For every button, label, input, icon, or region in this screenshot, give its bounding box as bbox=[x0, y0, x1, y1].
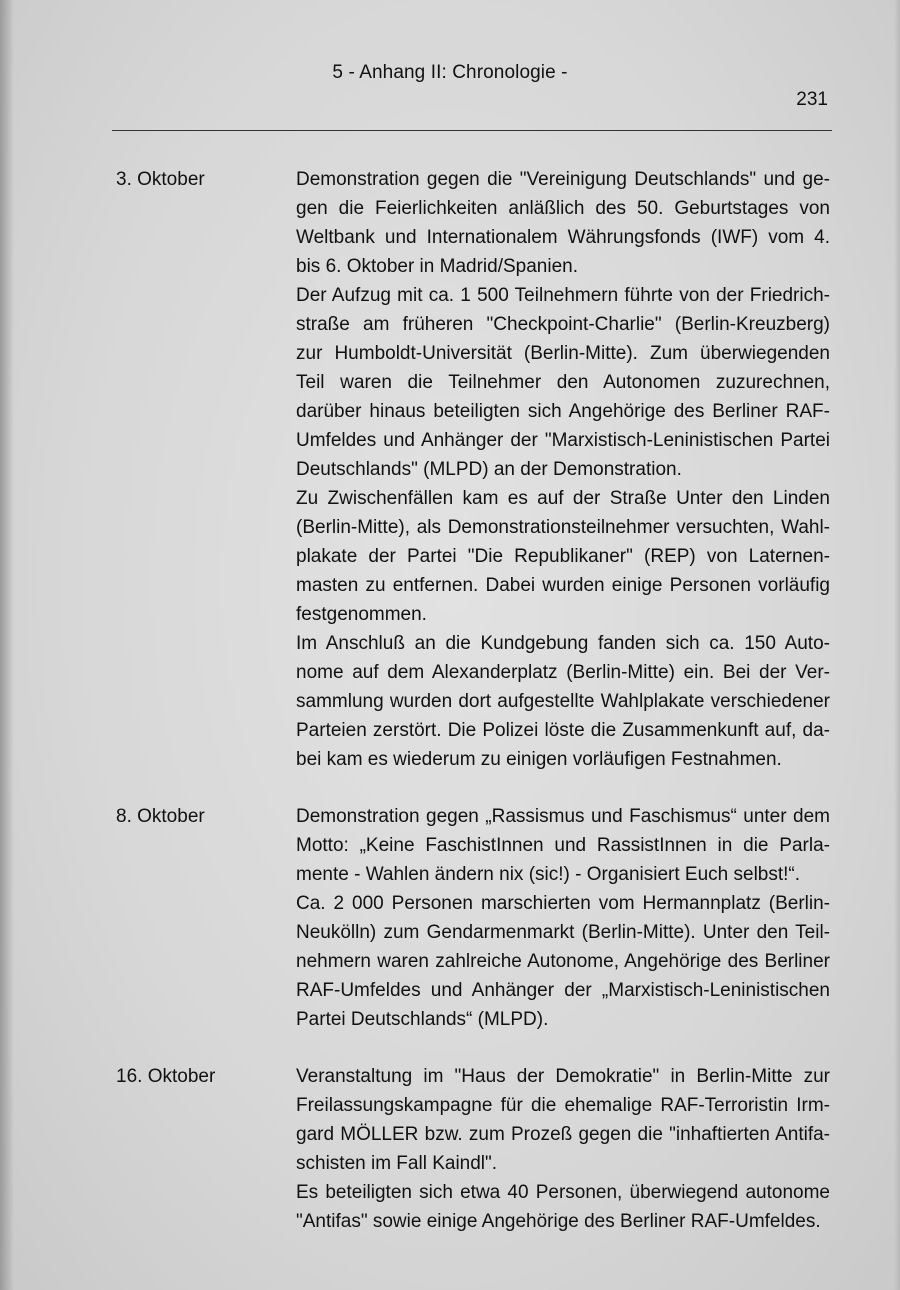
entry-date: 3. Oktober bbox=[116, 169, 205, 190]
entry-paragraph: Veranstaltung im "Haus der Demokratie" in Berlin-Mitte zur Freilassungskampagne für die ehemalige RAF-Terroristin Irmgard MÖLLER bzw. zum Prozeß gegen die "inhaftierten Antifaschisten im Fall Kaindl". bbox=[296, 1066, 830, 1174]
entry-text bbox=[296, 1062, 830, 1236]
entry-text bbox=[296, 802, 830, 1034]
entry-paragraph: Es beteiligten sich etwa 40 Personen, überwiegend autonome "Antifas" sowie einige Angehörige des Berliner RAF-Umfeldes. bbox=[296, 1182, 830, 1232]
page-number: 231 bbox=[796, 89, 828, 110]
header-rule bbox=[112, 130, 832, 131]
entry-paragraph: Ca. 2 000 Personen marschierten vom Hermannplatz (Berlin-Neukölln) zum Gendarmenmarkt (Berlin-Mitte). Unter den Teilnehmern waren zahlreiche Autonome, Angehörige des Berliner RAF-Umfeldes und Anhänger der „Marxistisch-Leninistischen Partei Deutschlands“ (MLPD). bbox=[296, 893, 830, 1030]
entry-text bbox=[296, 165, 830, 774]
entry-paragraph: Zu Zwischenfällen kam es auf der Straße Unter den Linden (Berlin-Mitte), als Demonstrationsteilnehmer versuchten, Wahlplakate der Partei "Die Republikaner" (REP) von Laternenmasten zu entfernen. Dabei wurden einige Personen vorläufig festgenommen. bbox=[296, 488, 830, 625]
entry-paragraph: Demonstration gegen „Rassismus und Faschismus“ unter dem Motto: „Keine FaschistInnen und RassistInnen in die Parlamente - Wahlen ändern nix (sic!) - Organisiert Euch selbst!“. bbox=[296, 806, 830, 885]
scan-edge-right bbox=[894, 0, 900, 1290]
entry-date: 8. Oktober bbox=[116, 806, 205, 827]
entry-paragraph: Im Anschluß an die Kundgebung fanden sich ca. 150 Autonome auf dem Alexanderplatz (Berlin-Mitte) ein. Bei der Versammlung wurden dort aufgestellte Wahlplakate verschiedener Parteien zerstört. Die Polizei löste die Zusammenkunft auf, dabei kam es wiederum zu einigen vorläufigen Festnahmen. bbox=[296, 633, 830, 770]
scan-edge-shadow bbox=[0, 0, 14, 1290]
entry-paragraph: Der Aufzug mit ca. 1 500 Teilnehmern führte von der Friedrichstraße am früheren "Checkpoint-Charlie" (Berlin-Kreuzberg) zur Humboldt-Universität (Berlin-Mitte). Zum überwiegenden Teil waren die Teilnehmer den Autonomen zuzurechnen, darüber hinaus beteiligten sich Angehörige des Berliner RAF-Umfeldes und Anhänger der "Marxistisch-Leninistischen Partei Deutschlands" (MLPD) an der Demonstration. bbox=[296, 285, 830, 480]
entry-date: 16. Oktober bbox=[116, 1066, 216, 1087]
running-head: 5 - Anhang II: Chronologie - bbox=[332, 62, 568, 83]
entry-paragraph: Demonstration gegen die "Vereinigung Deutschlands" und gegen die Feierlichkeiten anläßlich des 50. Geburtstages von Weltbank und Internationalem Währungsfonds (IWF) vom 4. bis 6. Oktober in Madrid/Spanien. bbox=[296, 169, 830, 277]
